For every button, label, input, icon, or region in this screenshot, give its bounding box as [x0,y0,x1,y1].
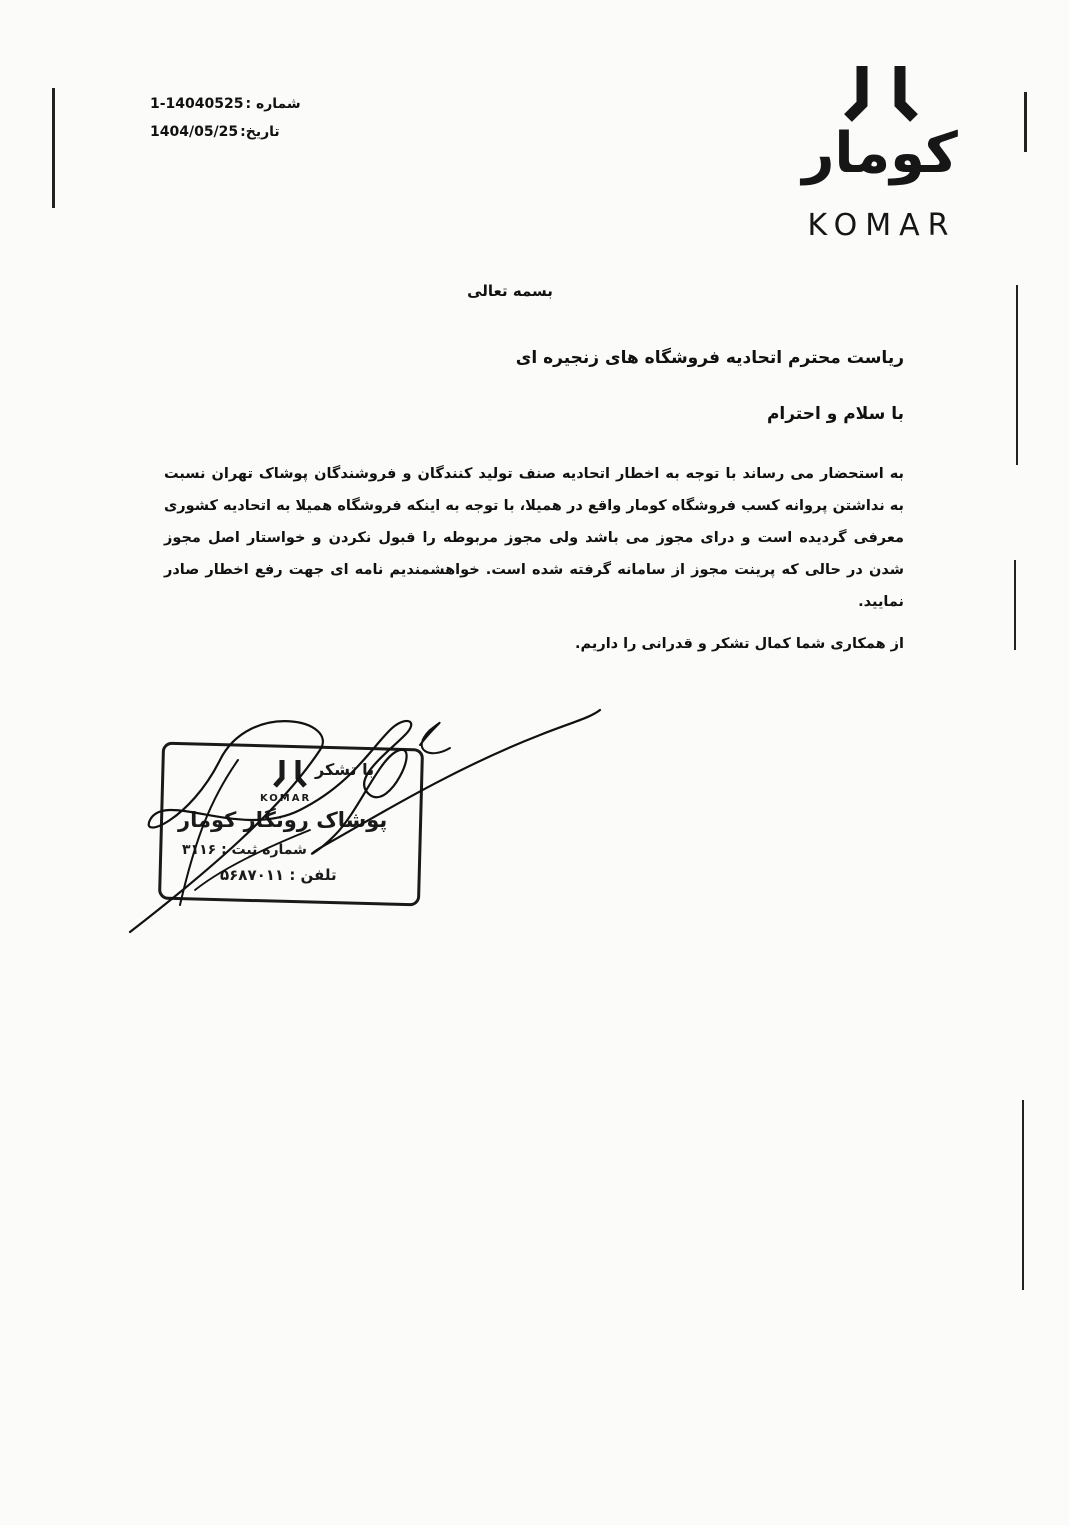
komar-logo-mark-icon [770,60,970,130]
handwritten-signature [120,690,620,940]
letter-number-value: 1-14040525 [150,96,244,112]
stamp-reg-label: شماره ثبت : [221,842,307,858]
greeting-line: با سلام و احترام [766,404,904,424]
closing-line: از همکاری شما کمال تشکر و قدرانی را داریم. [575,636,904,652]
stamp-and-signature [120,690,620,940]
basmala: بسمه تعالی [467,282,553,300]
letter-number-label: شماره : [245,96,301,112]
logo-name-en: KOMAR [807,208,957,243]
scan-edge-right-top [1024,92,1027,152]
letter-meta [150,90,301,146]
stamp-brand: KOMAR [260,793,312,804]
komar-logo [770,60,970,250]
stamp-phone-label: تلفن : [289,866,337,884]
scan-edge-right-mid [1016,285,1018,465]
scan-edge-right-low [1014,560,1016,650]
stamp-company-name: پوشاک رونگار کومار [178,808,388,832]
letter-date-row [150,118,301,146]
recipient-line: ریاست محترم اتحادیه فروشگاه های زنجیره ای [515,348,904,368]
letter-date-label: تاریخ: [240,124,280,140]
scan-edge-left [52,88,55,208]
stamp-reg-value: ۳۱۱۶ [182,842,217,858]
logo-name-fa: کومار [802,121,958,186]
stamp-phone-value: ۵۶۸۷۰۱۱ [220,866,285,884]
letter-date-value: 1404/05/25 [150,124,239,140]
letter-body: به استحضار می رساند با توجه به اخطار اتحادیه صنف تولید کنندگان و فروشندگان پوشاک تهران نسبت به نداشتن پروانه کسب فروشگاه کومار واقع در همیلا، با توجه به اینکه فروشگاه همیلا به اتحادیه کشوری معرفی گردیده است و درای مجوز می باشد ولی مجوز مربوطه را قبول نکردن و خواستار اصل مجوز شدن در حالی که پرینت مجوز از سامانه گرفته شده است. خواهشمندیم نامه ای جهت رفع اخطار صادر نمایید. [164,466,904,610]
letter-number-row [150,90,301,118]
stamp-thanks: با تشکر [315,760,375,779]
scan-edge-right-bottom [1022,1100,1024,1290]
